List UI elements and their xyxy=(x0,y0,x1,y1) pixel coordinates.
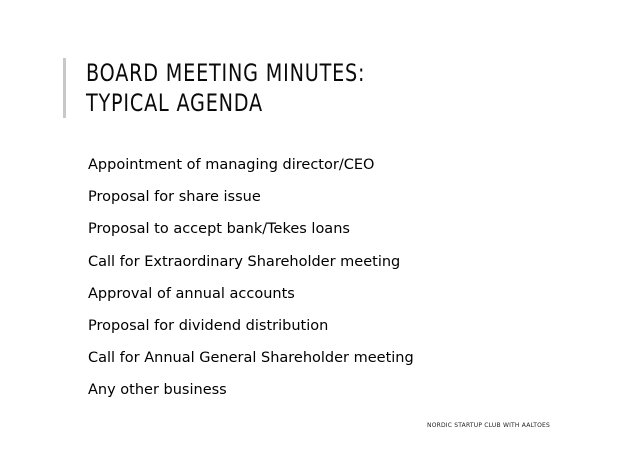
agenda-list xyxy=(88,155,414,413)
agenda-item-annual-accounts: Approval of annual accounts xyxy=(88,285,295,302)
slide-title-line-1: BOARD MEETING MINUTES: xyxy=(86,59,366,87)
agenda-item-share-issue: Proposal for share issue xyxy=(88,189,261,206)
agenda-item-loans: Proposal to accept bank/Tekes loans xyxy=(88,221,350,238)
agenda-item-dividend: Proposal for dividend distribution xyxy=(88,317,329,334)
agenda-item-annual-general-meeting: Call for Annual General Shareholder meeting xyxy=(88,350,414,367)
title-accent-bar xyxy=(63,58,66,118)
slide-title-line-2: TYPICAL AGENDA xyxy=(86,89,263,117)
agenda-item-appointment-ceo: Appointment of managing director/CEO xyxy=(88,157,375,173)
slide-title xyxy=(86,58,365,118)
agenda-item-extraordinary-meeting: Call for Extraordinary Shareholder meeting xyxy=(88,253,401,270)
agenda-item-other-business: Any other business xyxy=(88,382,227,399)
slide-footer: NORDIC STARTUP CLUB WITH AALTOES xyxy=(427,422,551,429)
